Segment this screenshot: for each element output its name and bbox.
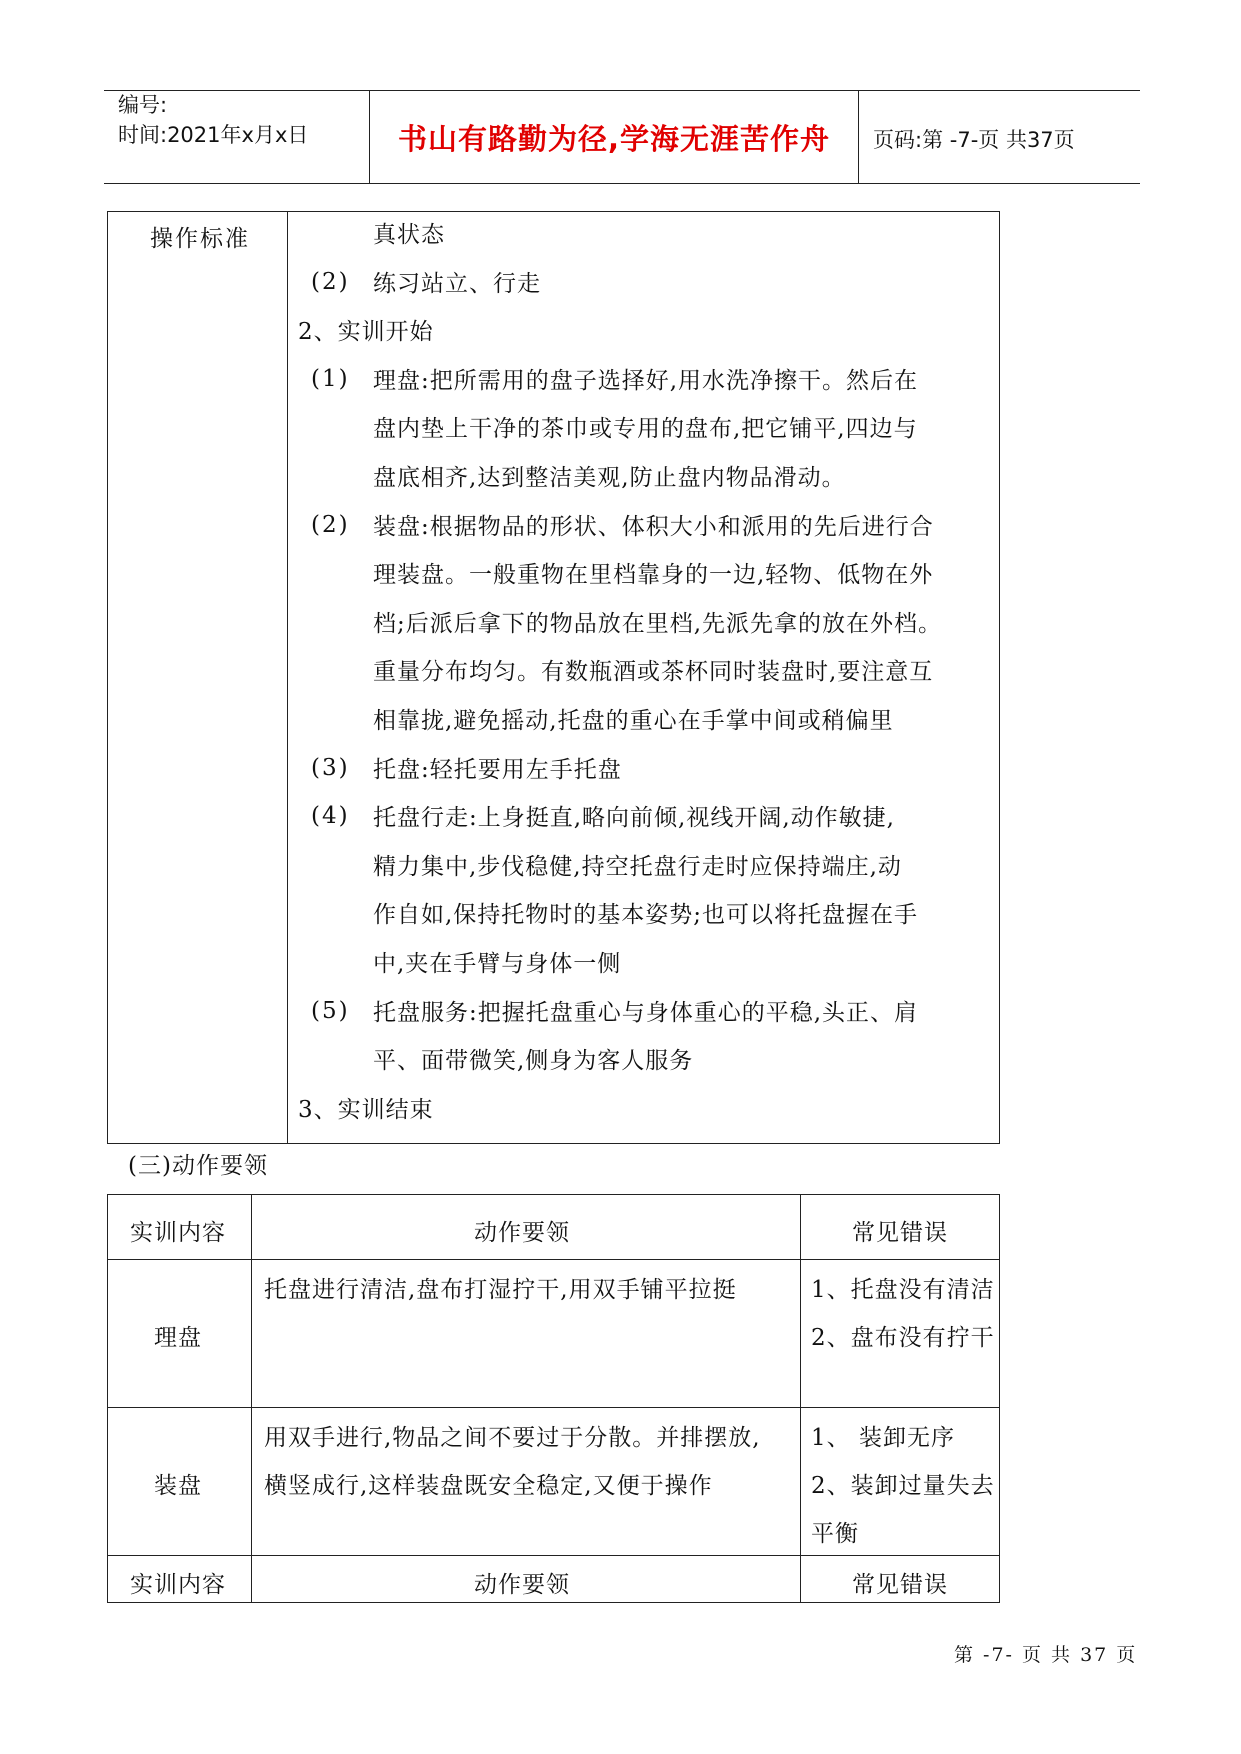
table-col-divider-2 [800, 1194, 801, 1603]
list-item-number: (4) [311, 803, 350, 829]
header-divider-right [858, 90, 859, 183]
list-item-text: 2、实训开始 [298, 319, 434, 345]
list-item-text: 3、实训结束 [298, 1097, 434, 1123]
table-row-1-content: 理盘 [154, 1325, 202, 1351]
list-item-number: (2) [311, 269, 350, 295]
list-item-number: (1) [311, 366, 350, 392]
header-motto: 书山有路勤为径,学海无涯苦作舟 [397, 122, 831, 156]
list-item-text: 档;后派后拿下的物品放在里档,先派先拿的放在外档。 [373, 611, 943, 637]
list-item-text: 盘底相齐,达到整洁美观,防止盘内物品滑动。 [373, 465, 846, 491]
list-item-text: 重量分布均匀。有数瓶酒或茶杯同时装盘时,要注意互 [373, 659, 934, 685]
table-row-divider-3 [107, 1555, 1000, 1556]
header-left [118, 90, 308, 150]
table-row-2-error-3: 平衡 [811, 1521, 859, 1547]
list-item-text: 中,夹在手臂与身体一侧 [373, 951, 622, 977]
list-item-text: 理装盘。一般重物在里档靠身的一边,轻物、低物在外 [373, 562, 934, 588]
list-item-text: 托盘行走:上身挺直,略向前倾,视线开阔,动作敏捷, [373, 805, 895, 831]
table-row-divider-1 [107, 1259, 1000, 1260]
table-row-2-error-1: 1、 装卸无序 [811, 1425, 955, 1451]
list-item-text: 精力集中,步伐稳健,持空托盘行走时应保持端庄,动 [373, 854, 902, 880]
header-bottom-rule [104, 183, 1140, 184]
table-row-2-content: 装盘 [154, 1473, 202, 1499]
page-footer: 第 -7- 页 共 37 页 [954, 1644, 1138, 1666]
header-number-label: 编号: [118, 93, 168, 117]
table-row-2-essentials-line-1: 用双手进行,物品之间不要过于分散。并排摆放, [264, 1425, 761, 1451]
table-header-content: 实训内容 [130, 1220, 226, 1246]
header-page-label: 页码:第 -7-页 共37页 [873, 128, 1075, 152]
section-title: (三)动作要领 [128, 1153, 268, 1179]
list-item-text: 盘内垫上干净的茶巾或专用的盘布,把它铺平,四边与 [373, 416, 918, 442]
operation-standard-divider [287, 211, 288, 1144]
table-footer-essentials: 动作要领 [474, 1572, 570, 1598]
list-item-text: 平、面带微笑,侧身为客人服务 [373, 1048, 694, 1074]
table-row-1-error-2: 2、盘布没有拧干 [811, 1325, 995, 1351]
list-item-text: 托盘服务:把握托盘重心与身体重心的平稳,头正、肩 [373, 1000, 919, 1026]
list-item-text: 作自如,保持托物时的基本姿势;也可以将托盘握在手 [373, 902, 919, 928]
table-row-2-essentials-line-2: 横竖成行,这样装盘既安全稳定,又便于操作 [264, 1473, 713, 1499]
table-row-1-error-1: 1、托盘没有清洁 [811, 1277, 995, 1303]
list-item-text: 托盘:轻托要用左手托盘 [373, 757, 622, 783]
list-item-text: 装盘:根据物品的形状、体积大小和派用的先后进行合 [373, 514, 934, 540]
list-item-number: (5) [311, 998, 350, 1024]
table-header-essentials: 动作要领 [474, 1220, 570, 1246]
list-item-number: (2) [311, 512, 350, 538]
table-row-2-error-2: 2、装卸过量失去 [811, 1473, 995, 1499]
list-item-text: 真状态 [373, 222, 445, 248]
header-time-label: 时间:2021年x月x日 [118, 123, 309, 147]
table-col-divider-1 [251, 1194, 252, 1603]
table-row-1-essentials-line-1: 托盘进行清洁,盘布打湿拧干,用双手铺平拉挺 [264, 1277, 737, 1303]
table-row-divider-2 [107, 1407, 1000, 1408]
table-footer-errors: 常见错误 [852, 1572, 948, 1598]
table-header-errors: 常见错误 [852, 1220, 948, 1246]
operation-standard-label: 操作标准 [150, 226, 250, 252]
list-item-text: 相靠拢,避免摇动,托盘的重心在手掌中间或稍偏里 [373, 708, 894, 734]
list-item-text: 练习站立、行走 [373, 271, 541, 297]
list-item-number: (3) [311, 755, 350, 781]
essentials-table [107, 1194, 1000, 1603]
list-item-text: 理盘:把所需用的盘子选择好,用水洗净擦干。然后在 [373, 368, 919, 394]
table-footer-content: 实训内容 [130, 1572, 226, 1598]
